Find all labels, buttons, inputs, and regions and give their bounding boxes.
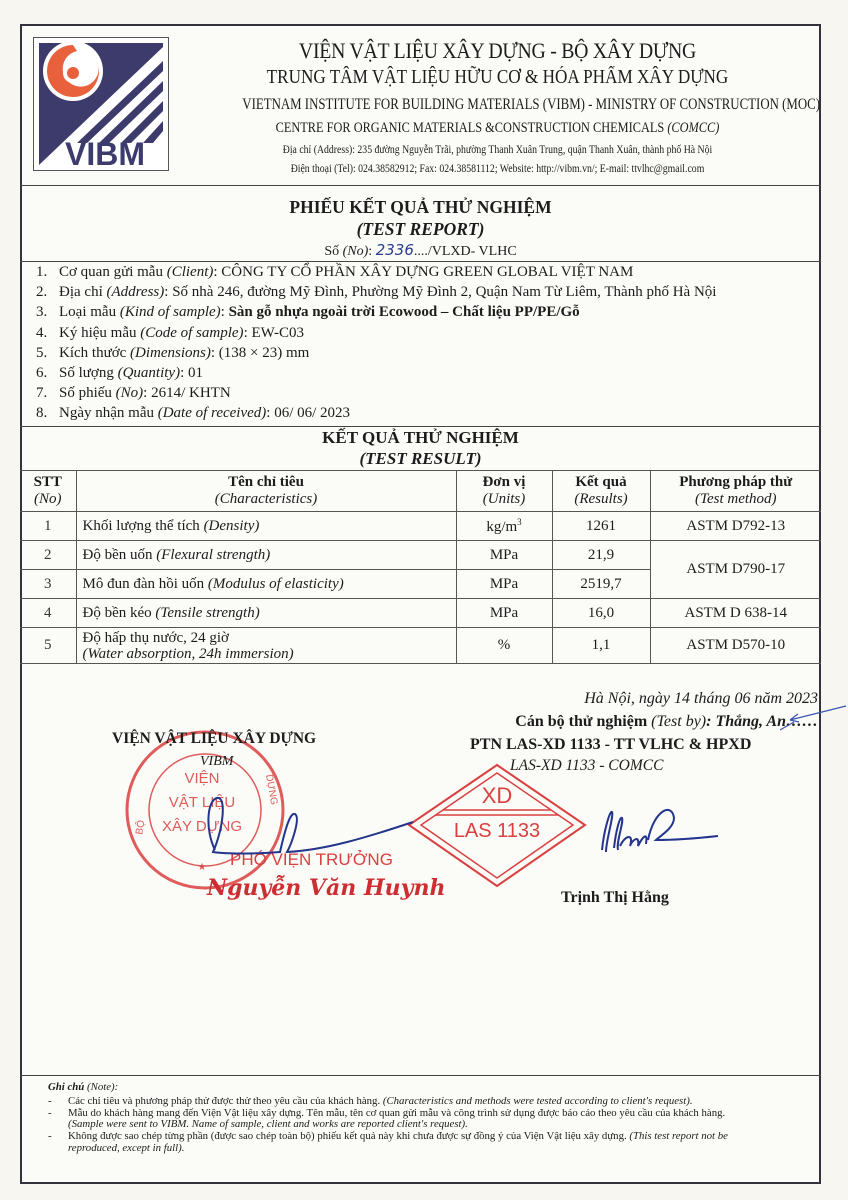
report-number-label-en: (No) (342, 244, 369, 259)
col-results (552, 471, 650, 512)
cell-name (76, 512, 456, 541)
notes-title-en: (Note): (87, 1081, 119, 1093)
stamp-star: ★ (197, 862, 207, 873)
cell-stt: 5 (20, 628, 76, 664)
deputy-director-signature (185, 790, 415, 865)
info-label-en: (Quantity) (117, 365, 181, 382)
info-client: 1. Cơ quan gửi mẫu (Client): CÔNG TY CỔ PHẦN XÂY DỰNG GREEN GLOBAL VIỆT NAM (36, 262, 816, 282)
test-by-label-en: (Test by) (651, 713, 707, 730)
info-kind-of-sample: 3. Loại mẫu (Kind of sample): Sàn gỗ nhựa ngoài trời Ecowood – Chất liệu PP/PE/Gỗ (36, 302, 816, 322)
name-en: (Modulus of elasticity) (207, 575, 344, 592)
info-num: 3. (36, 304, 48, 321)
info-date-received: 8. Ngày nhận mẫu (Date of received): 06/ 06/ 2023 (36, 403, 816, 423)
info-slip-number: 7. Số phiếu (No): 2614/ KHTN (36, 383, 816, 403)
col-label-en: (Results) (574, 491, 628, 507)
deputy-director-name: Nguyễn Văn Huynh (207, 875, 446, 901)
col-label-en: (No) (34, 491, 62, 507)
stamp-rim-text: BỘ (134, 819, 148, 836)
report-number-label: Số (324, 244, 343, 259)
report-number (20, 241, 821, 260)
info-label-en: (Dimensions) (130, 344, 211, 361)
stamp-rim-text: DỰNG (263, 773, 280, 806)
info-num: 6. (36, 365, 48, 382)
centre-name-en (236, 120, 759, 137)
info-label-en: (Address) (106, 284, 165, 301)
cell-result: 16,0 (552, 599, 650, 628)
table-row (20, 628, 821, 664)
info-num: 2. (36, 284, 48, 301)
info-label: Kích thước (59, 344, 131, 361)
note-item: - Không được sao chép từng phần (được sao chép toàn bộ) phiếu kết quả này khi chưa được sự đồng ý của Viện Vật liệu xây dựng. (This test report not be (48, 1130, 728, 1143)
cell-unit: MPa (456, 599, 552, 628)
col-label: Phương pháp thử (679, 474, 793, 490)
info-label-en: (Client) (166, 264, 214, 280)
name-en: (Density) (203, 517, 260, 534)
col-label-en: (Test method) (694, 491, 777, 507)
stamp-text-line: XÂY DỰNG (161, 818, 243, 835)
cell-stt: 4 (20, 599, 76, 628)
las-stamp-top-text: XD (481, 783, 513, 808)
notes-title-vi: Ghi chú (48, 1081, 88, 1093)
note-item: - Các chỉ tiêu và phương pháp thử được thử theo yêu cầu của khách hàng. (Characteristics and methods were tested according to client's request). (48, 1094, 693, 1107)
results-title-vi: KẾT QUẢ THỬ NGHIỆM (322, 428, 519, 447)
table-row (20, 541, 821, 570)
info-quantity: 6. Số lượng (Quantity): 01 (36, 363, 816, 383)
name-vi: Mô đun đàn hồi uốn (82, 575, 208, 592)
stamp-text-line: VẬT LIỆU (168, 794, 236, 811)
cell-name (76, 541, 456, 570)
cell-result: 21,9 (552, 541, 650, 570)
centre-name-vi: TRUNG TÂM VẬT LIỆU HỮU CƠ & HÓA PHẨM XÂY DỰNG (266, 67, 729, 88)
note-vi: Mẫu do khách hàng mang đến Viện Vật liệu xây dựng. Tên mẫu, tên cơ quan gửi mẫu và công trình sử dụng được báo cáo theo yêu cầu của khách hàng. (68, 1106, 726, 1119)
results-header-row (20, 471, 821, 512)
logo-text: VIBM (65, 136, 145, 171)
tester-signature (590, 800, 720, 870)
cell-name (76, 599, 456, 628)
info-value: EW-C03 (251, 324, 304, 341)
centre-abbr: (COMCC) (667, 120, 720, 136)
cell-unit (456, 512, 552, 541)
cell-result: 1261 (552, 512, 650, 541)
cell-unit: MPa (456, 570, 552, 599)
institute-signatory-org: VIỆN VẬT LIỆU XÂY DỰNG (112, 730, 317, 747)
info-value: CÔNG TY CỔ PHẦN XÂY DỰNG GREEN GLOBAL VIỆT NAM (221, 264, 634, 280)
deputy-director-title: PHÓ VIỆN TRƯỞNG (230, 850, 393, 869)
note-en: (Characteristics and methods were tested according to client's request). (382, 1094, 693, 1107)
note-item: - Mẫu do khách hàng mang đến Viện Vật liệu xây dựng. Tên mẫu, tên cơ quan gửi mẫu và công trình sử dụng được báo cáo theo yêu cầu của khách hàng. (48, 1106, 726, 1119)
report-title-en: (TEST REPORT) (356, 219, 485, 239)
institute-signatory-abbr: VIBM (200, 754, 234, 769)
col-label: Đơn vị (482, 474, 526, 490)
institute-name-en: VIETNAM INSTITUTE FOR BUILDING MATERIALS (VIBM) - MINISTRY OF CONSTRUCTION (MOC) (242, 96, 820, 113)
info-num: 1. (36, 264, 48, 280)
test-by-label: Cán bộ thử nghiệm (515, 713, 652, 730)
name-vi: Độ bền uốn (82, 546, 157, 563)
results-table (20, 470, 821, 664)
col-test-method (650, 471, 821, 512)
info-label: Loại mẫu (59, 304, 120, 321)
col-units (456, 471, 552, 512)
cell-unit: % (456, 628, 552, 664)
name-en: (Water absorption, 24h immersion) (82, 645, 294, 662)
info-label: Số lượng (59, 365, 118, 382)
table-row (20, 599, 821, 628)
tester-name: Trịnh Thị Hằng (561, 889, 669, 906)
name-vi: Độ hấp thụ nước, 24 giờ (82, 629, 229, 646)
info-value: 06/ 06/ 2023 (274, 405, 351, 422)
name-vi: Khối lượng thể tích (82, 517, 204, 534)
report-number-colon: : (368, 244, 376, 259)
info-label-en: (No) (115, 385, 144, 402)
stamp-text-line: VIỆN (184, 770, 220, 787)
col-label: STT (33, 474, 62, 490)
name-en: (Tensile strength) (155, 604, 260, 621)
note-vi: Không được sao chép từng phần (được sao chép toàn bộ) phiếu kết quả này khi chưa được sự đồng ý của Viện Vật liệu xây dựng. (68, 1130, 630, 1143)
las-xd-stamp (407, 763, 587, 888)
report-date: Hà Nội, ngày 14 tháng 06 năm 2023 (584, 690, 818, 707)
note-vi: Các chỉ tiêu và phương pháp thử được thử theo yêu cầu của khách hàng. (68, 1094, 383, 1107)
centre-name-en-main: CENTRE FOR ORGANIC MATERIALS &CONSTRUCTION CHEMICALS (275, 120, 668, 136)
vibm-logo (33, 37, 169, 171)
info-num: 7. (36, 385, 48, 402)
unit-superscript: 3 (517, 516, 522, 527)
unit: kg/m (486, 518, 518, 535)
cell-stt: 1 (20, 512, 76, 541)
info-value: 2614/ KHTN (151, 385, 231, 402)
cell-name (76, 570, 456, 599)
info-label: Số phiếu (59, 385, 116, 402)
report-number-suffix: ..../VLXD- VLHC (413, 244, 517, 259)
info-num: 8. (36, 405, 48, 422)
col-label-en: (Characteristics) (214, 491, 318, 507)
col-label-en: (Units) (482, 491, 526, 507)
info-value: 01 (187, 365, 203, 382)
results-title-en: (TEST RESULT) (359, 449, 482, 468)
note-en: (This test report not be (629, 1130, 728, 1143)
info-value: Sàn gỗ nhựa ngoài trời Ecowood – Chất liệu PP/PE/Gỗ (228, 304, 580, 321)
info-value: Số nhà 246, đường Mỹ Đình, Phường Mỹ Đình 2, Quận Nam Từ Liêm, Thành phố Hà Nội (172, 284, 717, 301)
cell-method: ASTM D 638-14 (650, 599, 821, 628)
info-num: 5. (36, 344, 48, 361)
cell-unit: MPa (456, 541, 552, 570)
report-number-handwritten: 2336 (375, 241, 414, 259)
cell-name (76, 628, 456, 664)
info-label-en: (Date of received) (157, 405, 267, 422)
name-vi: Độ bền kéo (82, 604, 156, 621)
lab-code: LAS-XD 1133 - COMCC (510, 757, 664, 774)
header-divider (20, 185, 821, 186)
cell-stt: 2 (20, 541, 76, 570)
lab-name: PTN LAS-XD 1133 - TT VLHC & HPXD (470, 736, 752, 753)
table-row (20, 512, 821, 541)
cell-method: ASTM D570-10 (650, 628, 821, 664)
col-characteristics (76, 471, 456, 512)
info-value: (138 × 23) mm (218, 344, 310, 361)
note-en: (Sample were sent to VIBM. Name of sample, client and works are reported client's request). (68, 1118, 468, 1131)
address-line: Địa chỉ (Address): 235 đường Nguyễn Trãi, phường Thanh Xuân Trung, quận Thanh Xuân, thành phố Hà Nội (282, 144, 713, 156)
info-code-of-sample: 4. Ký hiệu mẫu (Code of sample): EW-C03 (36, 323, 816, 343)
test-by-names: : Thắng, An…… (706, 713, 818, 730)
sample-info-list (36, 262, 816, 424)
note-item-continuation (48, 1143, 818, 1155)
contact-line: Điện thoại (Tel): 024.38582912; Fax: 024.38581112; Website: http://vibm.vn/; E-mail: ttvlhc@gmail.com (290, 163, 705, 175)
info-label: Địa chỉ (59, 284, 107, 301)
institute-name-vi: VIỆN VẬT LIỆU XÂY DỰNG - BỘ XÂY DỰNG (298, 38, 697, 63)
cell-result: 1,1 (552, 628, 650, 664)
notes-title (48, 1082, 818, 1094)
report-title-vi: PHIẾU KẾT QUẢ THỬ NGHIỆM (289, 197, 552, 217)
info-label: Ngày nhận mẫu (59, 405, 158, 422)
las-stamp-bottom-text: LAS 1133 (453, 820, 541, 842)
notes-section (48, 1082, 818, 1155)
name-en: (Flexural strength) (156, 546, 271, 563)
info-label: Cơ quan gửi mẫu (59, 264, 167, 280)
info-num: 4. (36, 324, 48, 341)
info-label-en: (Code of sample) (140, 324, 244, 341)
info-label: Ký hiệu mẫu (59, 324, 141, 341)
info-dimensions: 5. Kích thước (Dimensions): (138 × 23) mm (36, 343, 816, 363)
cell-method: ASTM D792-13 (650, 512, 821, 541)
col-label: Kết quả (575, 474, 627, 490)
cell-stt: 3 (20, 570, 76, 599)
info-divider (20, 426, 821, 427)
info-label-en: (Kind of sample) (119, 304, 221, 321)
col-stt (20, 471, 76, 512)
cell-method: ASTM D790-17 (650, 541, 821, 599)
notes-divider (20, 1075, 821, 1076)
note-en-continued: reproduced, except in full). (68, 1141, 185, 1154)
col-label: Tên chỉ tiêu (228, 474, 304, 490)
cell-result: 2519,7 (552, 570, 650, 599)
info-address: 2. Địa chỉ (Address): Số nhà 246, đường Mỹ Đình, Phường Mỹ Đình 2, Quận Nam Từ Liêm, Thành phố Hà Nội (36, 282, 816, 302)
handwritten-arrow-mark (750, 700, 848, 740)
